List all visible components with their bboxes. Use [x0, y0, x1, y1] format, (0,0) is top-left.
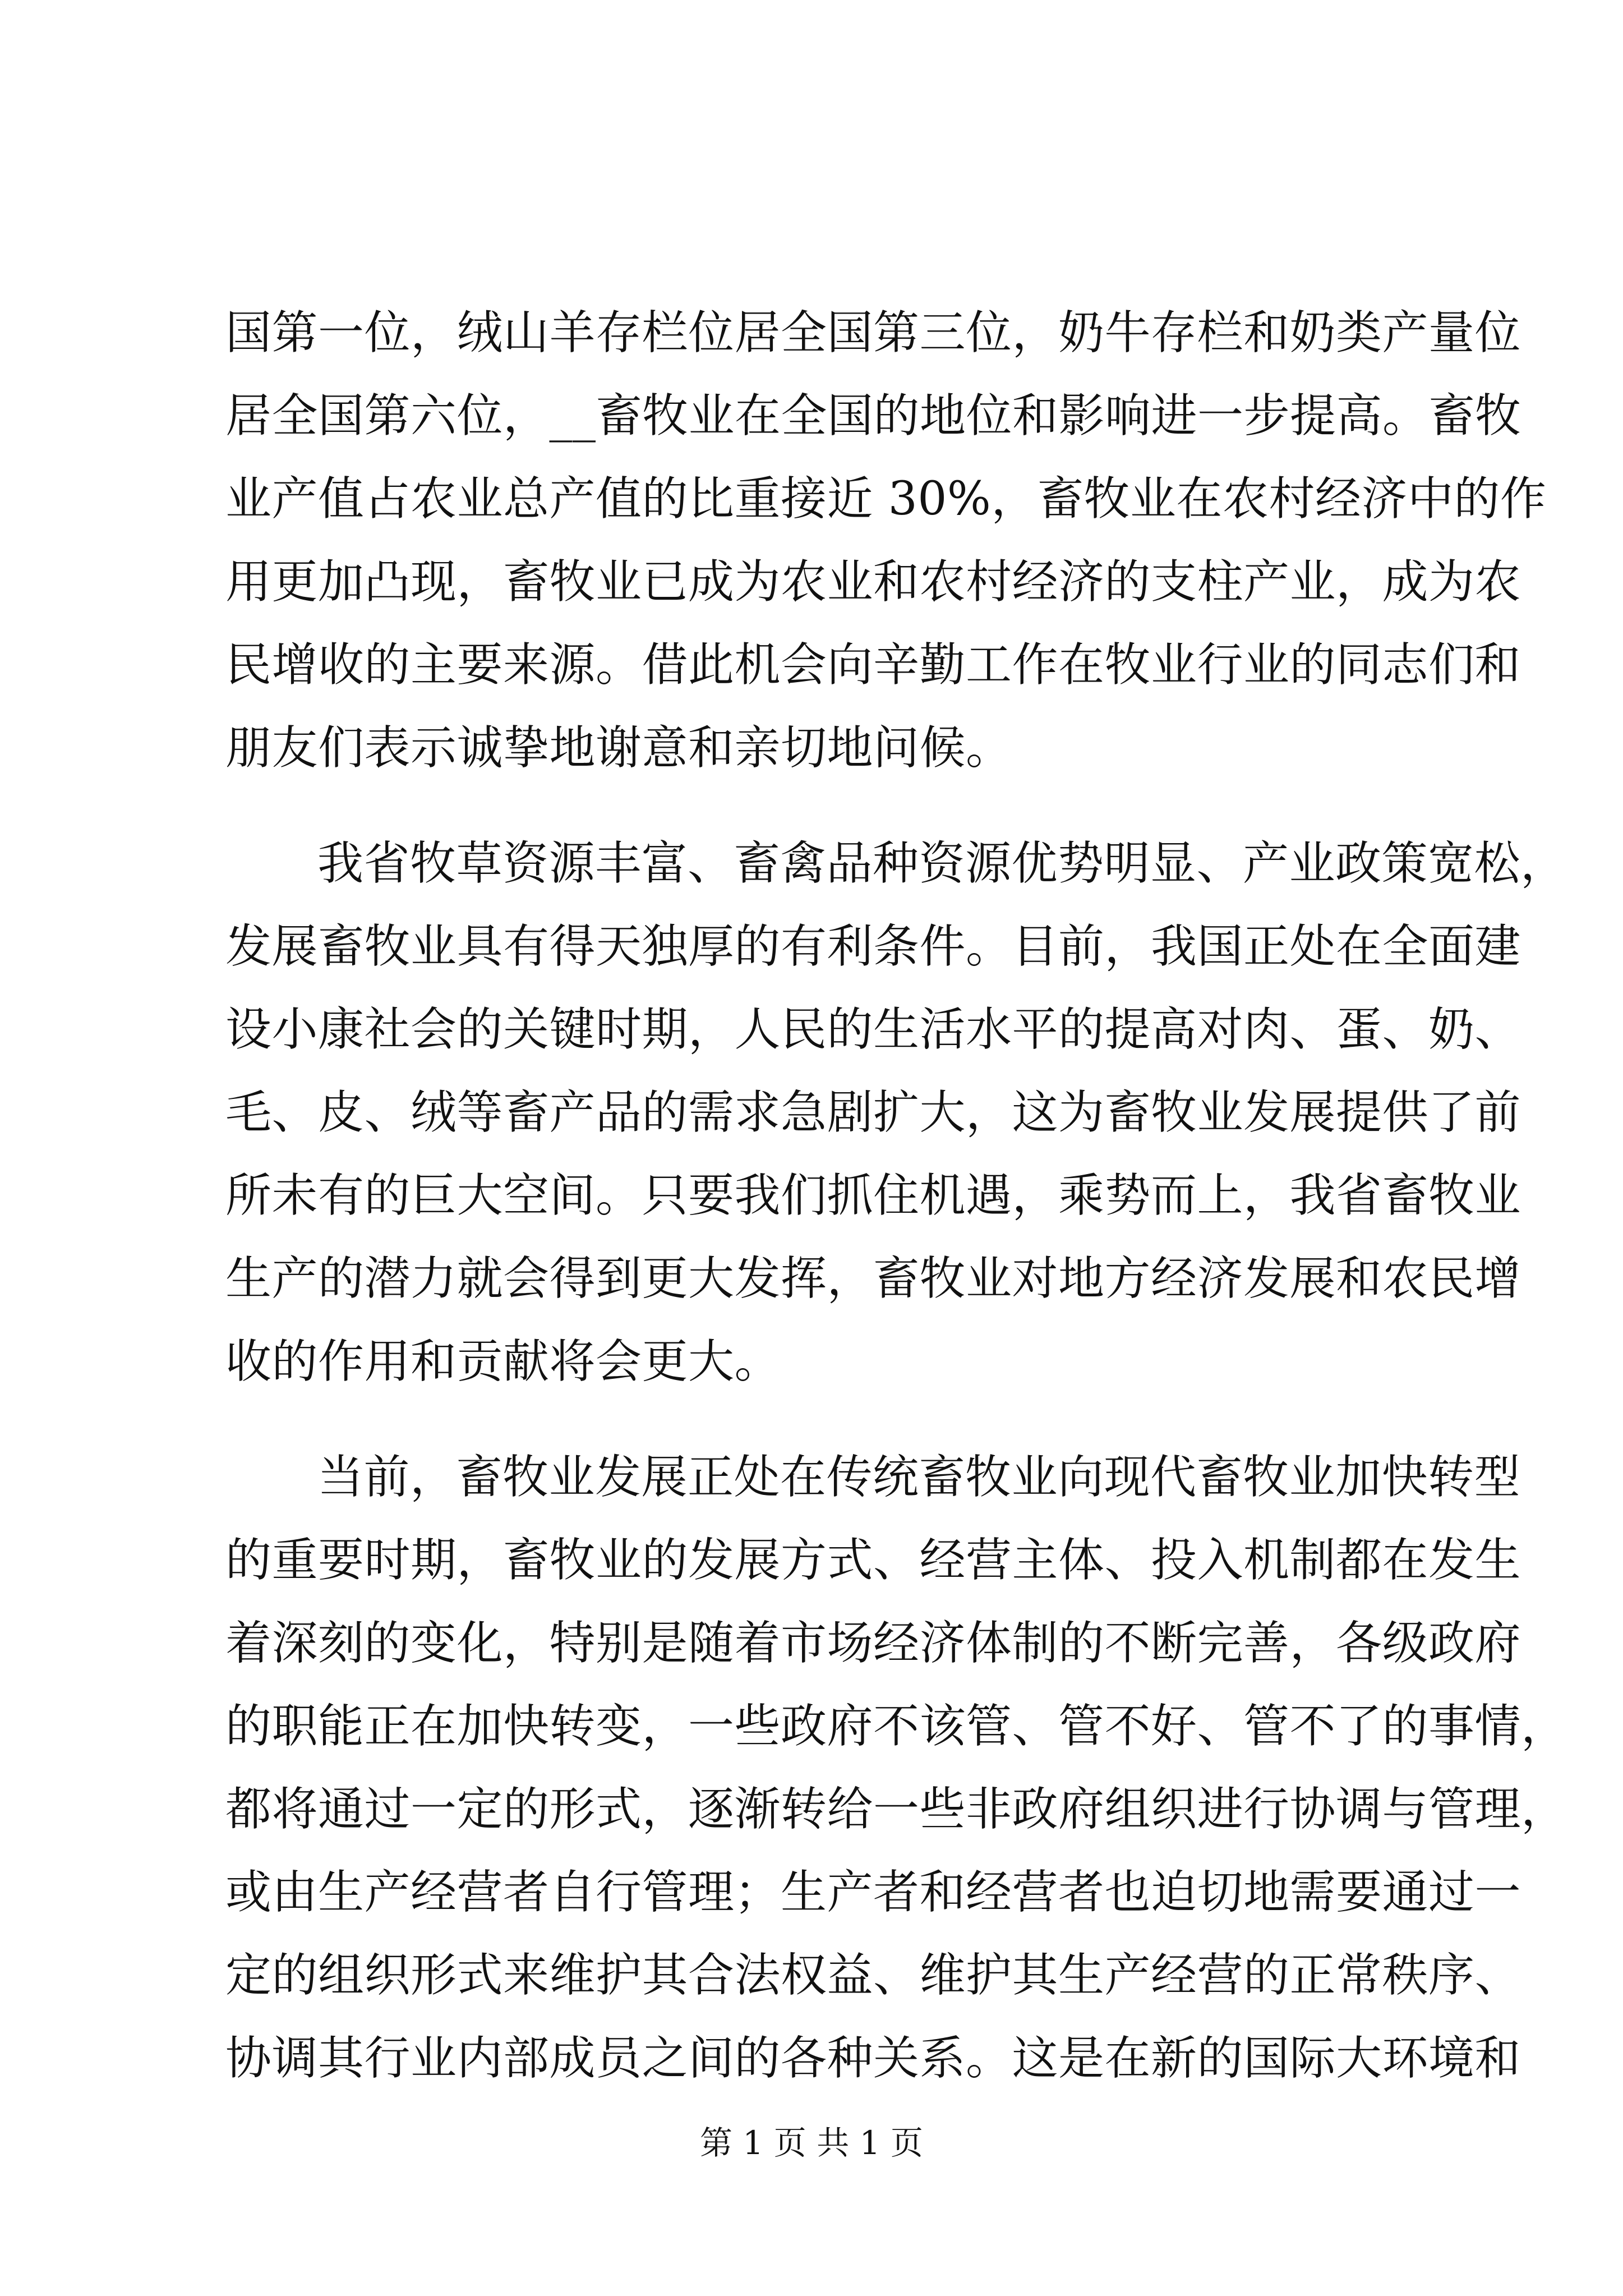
text-line: 都将通过一定的形式，逐渐转给一些非政府组织进行协调与管理， [225, 1783, 1567, 1836]
text-line: 定的组织形式来维护其合法权益、维护其生产经营的正常秩序、 [225, 1949, 1521, 2002]
paragraph-spacer [225, 1404, 1414, 1436]
text-line: 用更加凸现，畜牧业已成为农业和农村经济的支柱产业，成为农 [225, 555, 1521, 609]
paragraph-2 [225, 822, 1567, 1404]
page-number-footer: 第 1 页 共 1 页 [700, 2124, 923, 2162]
text-line: 着深刻的变化，特别是随着市场经济体制的不断完善，各级政府 [225, 1617, 1521, 1670]
text-line: 所未有的巨大空间。只要我们抓住机遇，乘势而上，我省畜牧业 [225, 1169, 1521, 1222]
text-line: 毛、皮、绒等畜产品的需求急剧扩大，这为畜牧业发展提供了前 [225, 1086, 1521, 1139]
text-line: 朋友们表示诚挚地谢意和亲切地问候。 [225, 721, 1012, 775]
text-line: 居全国第六位，__畜牧业在全国的地位和影响进一步提高。畜牧 [225, 389, 1521, 443]
text-line: 设小康社会的关键时期，人民的生活水平的提高对肉、蛋、奶、 [225, 1003, 1521, 1056]
text-line-first: 当前，畜牧业发展正处在传统畜牧业向现代畜牧业加快转型 [317, 1451, 1521, 1504]
text-line: 或由生产经营者自行管理；生产者和经营者也迫切地需要通过一 [225, 1866, 1521, 1919]
text-line-first: 我省牧草资源丰富、畜禽品种资源优势明显、产业政策宽松， [317, 837, 1567, 890]
text-line: 的职能正在加快转变，一些政府不该管、管不好、管不了的事情， [225, 1700, 1567, 1753]
text-line: 业产值占农业总产值的比重接近 30%，畜牧业在农村经济中的作 [225, 472, 1547, 526]
text-line: 收的作用和贡献将会更大。 [225, 1335, 781, 1388]
text-line: 协调其行业内部成员之间的各种关系。这是在新的国际大环境和 [225, 2032, 1521, 2085]
paragraph-spacer [225, 790, 1414, 822]
text-line: 生产的潜力就会得到更大发挥，畜牧业对地方经济发展和农民增 [225, 1252, 1521, 1305]
text-line: 发展畜牧业具有得天独厚的有利条件。目前，我国正处在全面建 [225, 920, 1521, 973]
paragraph-3 [225, 1436, 1567, 2100]
paragraph-1 [225, 292, 1547, 790]
document-body [225, 292, 1567, 2100]
text-line: 国第一位，绒山羊存栏位居全国第三位，奶牛存栏和奶类产量位 [225, 306, 1521, 360]
text-line: 民增收的主要来源。借此机会向辛勤工作在牧业行业的同志们和 [225, 638, 1521, 692]
text-line: 的重要时期，畜牧业的发展方式、经营主体、投入机制都在发生 [225, 1534, 1521, 1587]
